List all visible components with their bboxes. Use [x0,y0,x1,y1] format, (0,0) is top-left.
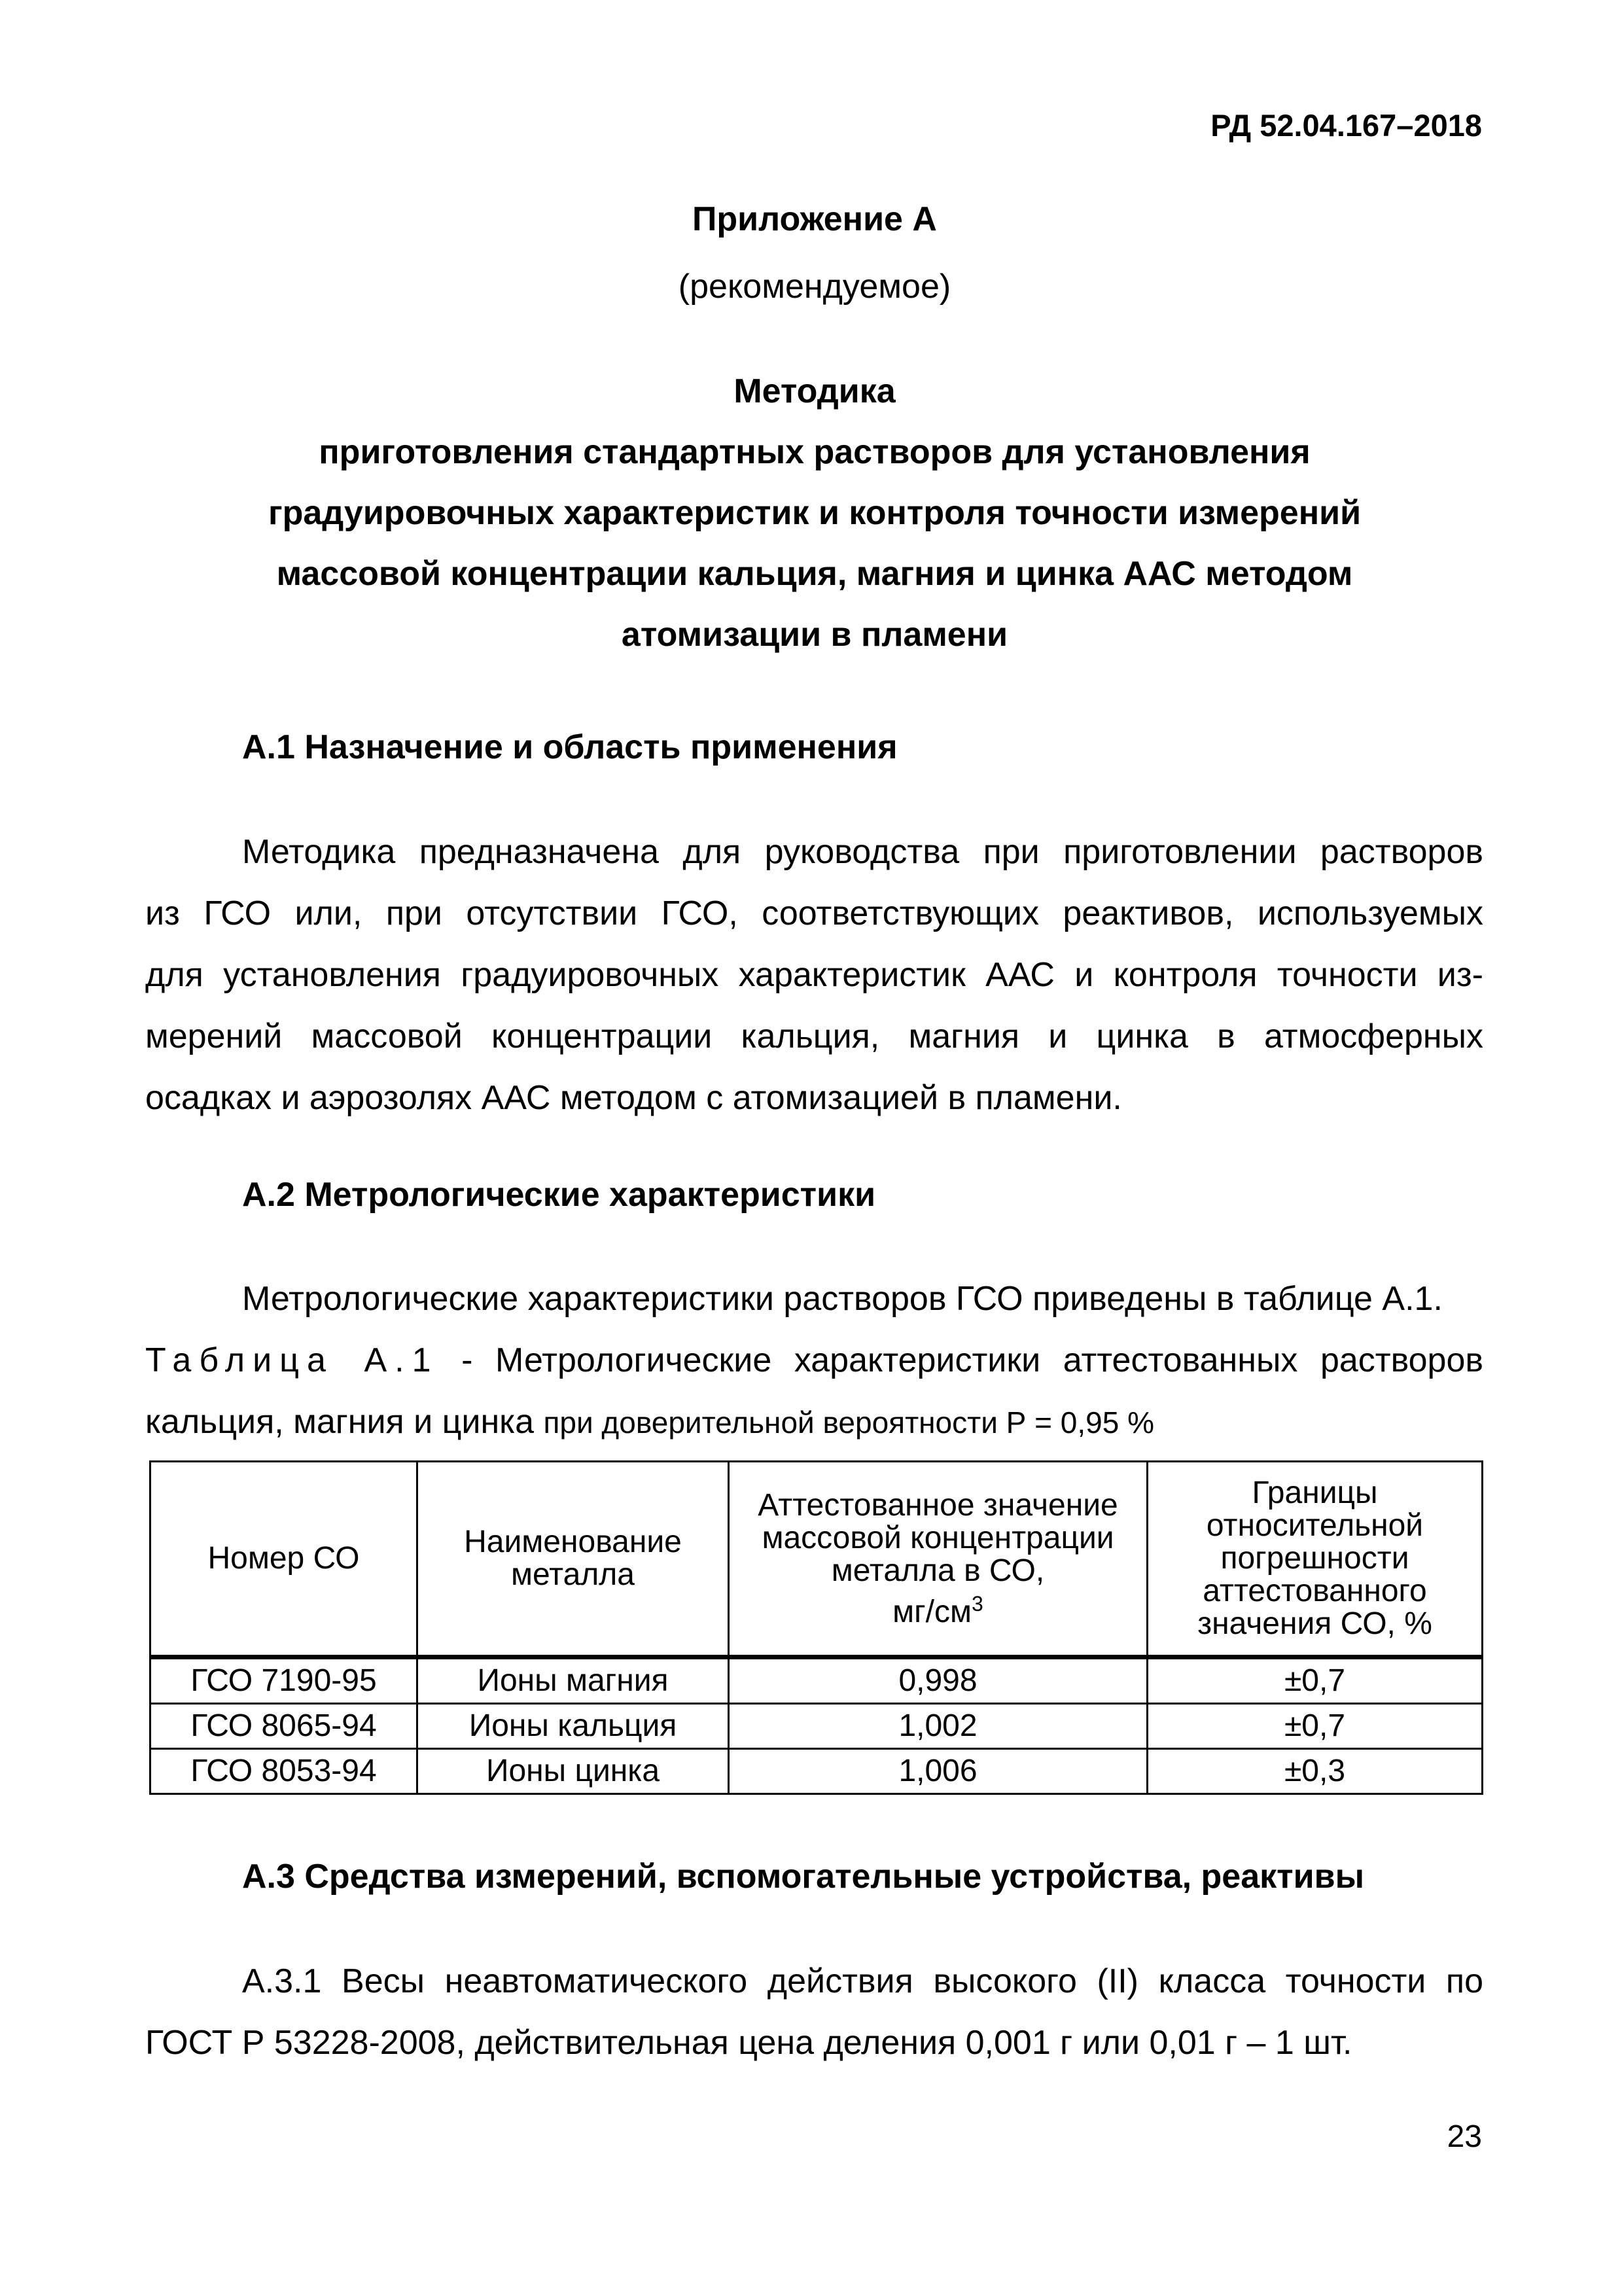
paragraph-line: ГОСТ Р 53228-2008, действительная цена деления 0,001 г или 0,01 г – 1 шт. [145,2024,1352,2062]
cell-value: 1,006 [729,1749,1148,1794]
table-row [150,1704,1483,1749]
cell-value: 1,002 [729,1704,1148,1749]
cell-number: ГСО 8053-94 [150,1749,417,1794]
header-metal: Наименование металла [417,1462,729,1657]
table-caption-line [145,1391,1483,1453]
table-caption-dash: - [461,1341,473,1379]
method-title-line: массовой концентрации кальция, магния и цинка ААС методом [276,555,1353,593]
header-value-unit: мг/см [892,1594,972,1629]
header-number: Номер СО [150,1462,417,1657]
cell-metal: Ионы цинка [417,1749,729,1794]
paragraph-a1 [145,821,1483,1129]
table-caption-condition: при доверительной вероятности Р = 0,95 % [543,1405,1154,1439]
table-row [150,1749,1483,1794]
cell-error: ±0,7 [1148,1657,1483,1704]
paragraph-line: Методика предназначена для руководства при приготовлении растворов [242,833,1483,871]
header-value-unit-sup: 3 [972,1591,983,1616]
page-number: 23 [1447,2119,1482,2154]
table-caption-label: Таблица А.1 [145,1341,439,1379]
paragraph-line: для установления градуировочных характеристик ААС и контроля точности из- [145,956,1483,994]
table-caption-line [145,1330,1483,1391]
table-header-row [150,1462,1483,1657]
method-title-line: Методика [733,372,896,410]
header-value [729,1462,1148,1657]
paragraph-line: осадках и аэрозолях ААС методом с атомизацией в пламени. [145,1079,1122,1117]
cell-metal: Ионы кальция [417,1704,729,1749]
document-code: РД 52.04.167–2018 [1210,108,1482,143]
paragraph-line: А.3.1 Весы неавтоматического действия высокого (II) класса точности по [242,1962,1483,2000]
table-caption [145,1330,1483,1453]
cell-metal: Ионы магния [417,1657,729,1704]
paragraph-a3-1 [145,1951,1483,2074]
table-caption-text: кальция, магния и цинка [145,1403,534,1441]
metrology-table [149,1460,1483,1795]
cell-number: ГСО 7190-95 [150,1657,417,1704]
paragraph-a2 [145,1268,1483,1330]
header-error: Границы относительной погрешности аттестованного значения СО, % [1148,1462,1483,1657]
method-title-line: атомизации в пламени [621,616,1008,654]
section-heading-a1: А.1 Назначение и область применения [242,728,898,766]
table-row [150,1657,1483,1704]
section-heading-a2: А.2 Метрологические характеристики [242,1176,876,1214]
paragraph-line: из ГСО или, при отсутствии ГСО, соответствующих реактивов, используемых [145,894,1483,932]
appendix-subtitle: (рекомендуемое) [678,268,951,306]
section-heading-a3: А.3 Средства измерений, вспомогательные устройства, реактивы [242,1858,1364,1896]
header-value-text: Аттестованное значение массовой концентрации металла в СО, [758,1487,1118,1588]
cell-error: ±0,7 [1148,1704,1483,1749]
cell-error: ±0,3 [1148,1749,1483,1794]
cell-value: 0,998 [729,1657,1148,1704]
paragraph-line: мерений массовой концентрации кальция, магния и цинка в атмосферных [145,1017,1483,1055]
table-caption-text: Метрологические характеристики аттестованных растворов [495,1341,1484,1379]
paragraph-line: Метрологические характеристики растворов ГСО приведены в таблице А.1. [242,1280,1443,1318]
method-title-line: градуировочных характеристик и контроля точности измерений [268,494,1362,532]
method-title-line: приготовления стандартных растворов для установления [319,433,1311,471]
cell-number: ГСО 8065-94 [150,1704,417,1749]
method-title [147,361,1482,665]
appendix-title: Приложение А [692,200,937,238]
